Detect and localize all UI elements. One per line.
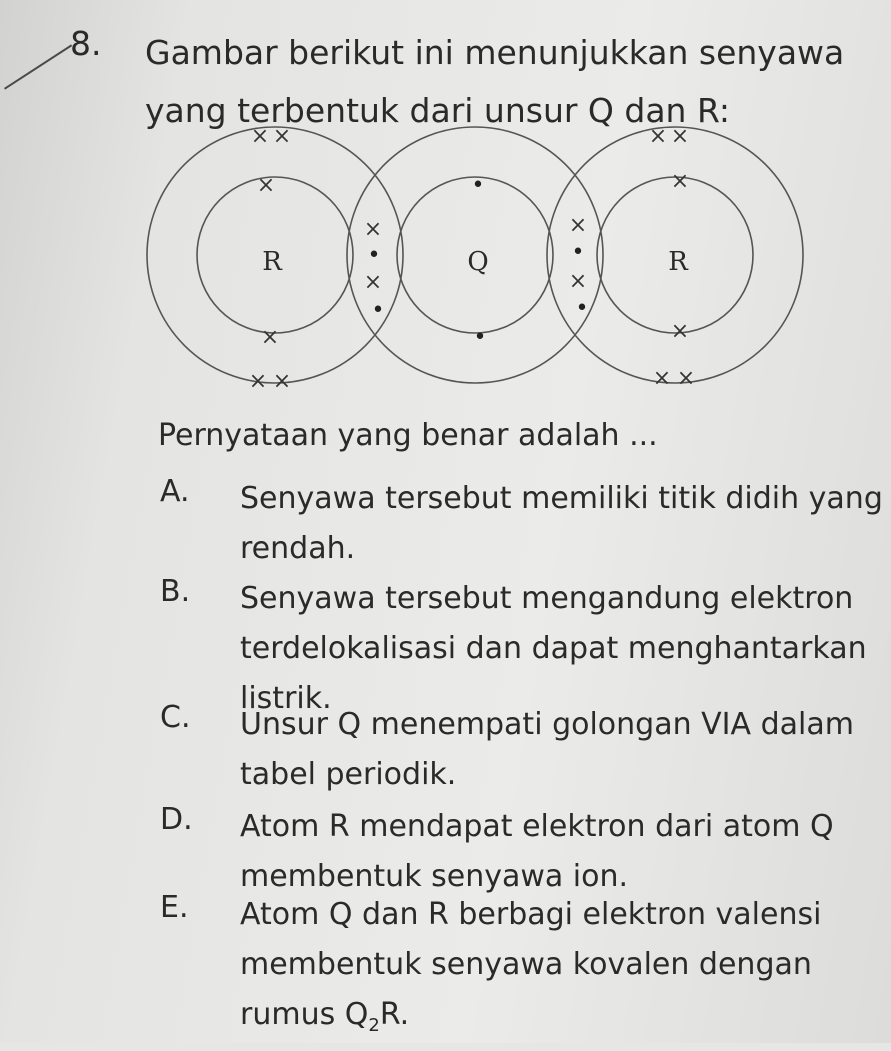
electron-x: × — [256, 173, 276, 198]
option-text: Senyawa tersebut mengandung elektron terdelokalisasi dan dapat menghantarkan listrik. — [240, 581, 867, 716]
option-text-end: R. — [379, 997, 410, 1032]
electron-dot: • — [367, 243, 381, 268]
formula-subscript: 2 — [368, 1015, 380, 1036]
lewis-diagram — [130, 112, 820, 402]
electron-x: × — [670, 124, 690, 149]
atom-label-q: Q — [467, 247, 489, 277]
question-number: 8. — [70, 24, 102, 63]
electron-dot: • — [473, 325, 487, 350]
atom-label-r-left: R — [262, 247, 282, 277]
option-letter: C. — [160, 700, 191, 735]
question-stem: Gambar berikut ini menunjukkan senyawa yang terbentuk dari unsur Q dan R: — [145, 33, 845, 130]
electron-x: × — [272, 369, 292, 394]
electron-x: × — [363, 217, 383, 242]
electron-x: × — [676, 366, 696, 391]
electron-x: × — [568, 213, 588, 238]
atom-label-r-right: R — [668, 247, 688, 277]
option-text: Atom R mendapat elektron dari atom Q membentuk senyawa ion. — [240, 809, 834, 894]
electron-x: × — [272, 124, 292, 149]
option-text — [240, 890, 891, 1051]
option-text-main: Atom Q dan R berbagi elektron valensi membentuk senyawa kovalen dengan rumus Q — [240, 897, 822, 1032]
electron-dot: • — [371, 298, 385, 323]
electron-x: × — [248, 369, 268, 394]
option-letter: A. — [160, 474, 190, 509]
electron-x: × — [670, 169, 690, 194]
electron-x: × — [260, 325, 280, 350]
electron-x: × — [363, 270, 383, 295]
option-letter: B. — [160, 574, 191, 609]
option-text: Unsur Q menempati golongan VIA dalam tabel periodik. — [240, 707, 854, 792]
electron-x: × — [652, 366, 672, 391]
electron-dot: • — [471, 173, 485, 198]
electron-dot: • — [575, 296, 589, 321]
electron-x: × — [250, 124, 270, 149]
electron-x: × — [670, 319, 690, 344]
question-prompt: Pernyataan yang benar adalah ... — [158, 418, 658, 453]
electron-dot: • — [571, 240, 585, 265]
option-letter: D. — [160, 802, 193, 837]
electron-x: × — [568, 269, 588, 294]
option-text: Senyawa tersebut memiliki titik didih yang rendah. — [240, 481, 883, 566]
option-letter: E. — [160, 890, 189, 925]
electron-x: × — [648, 124, 668, 149]
